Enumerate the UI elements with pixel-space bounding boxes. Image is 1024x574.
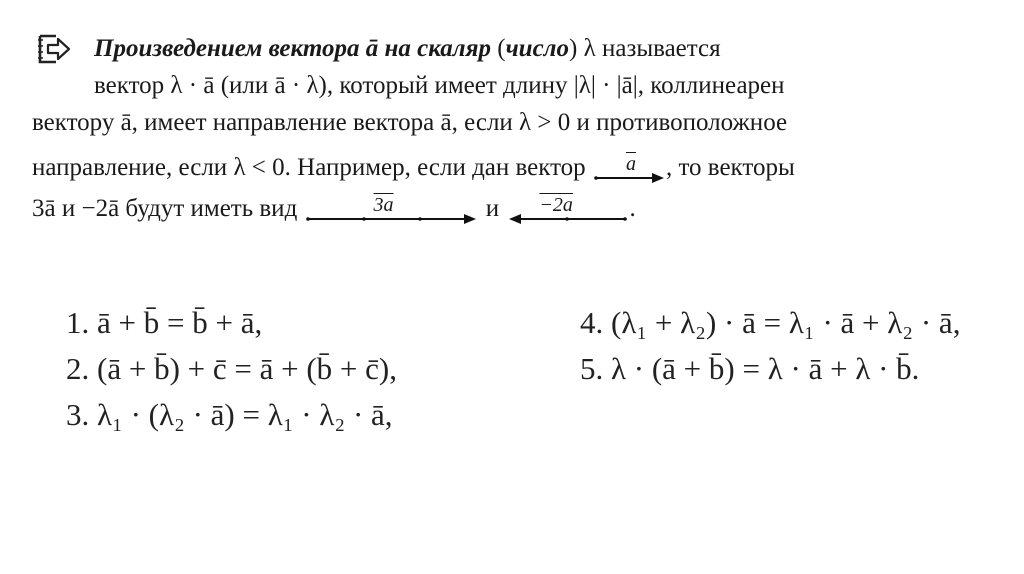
properties-right-column xyxy=(580,300,960,392)
property-1: 1. ā + b̄ = b̄ + ā, xyxy=(66,305,263,340)
definition-term: Произведением вектора ā на скаляр xyxy=(94,35,491,62)
vector-a-diagram xyxy=(592,148,666,188)
vector-3a-label: 3a xyxy=(373,194,394,216)
definition-line-5: 3ā и −2ā будут иметь вид 3a и −2a . xyxy=(32,188,636,229)
properties-left-column xyxy=(66,300,397,438)
property-2: 2. (ā + b̄) + c̄ = ā + (b̄ + c̄), xyxy=(66,351,397,386)
definition-line-3: вектору ā, имеет направление вектора ā, если λ > 0 и противоположное xyxy=(32,109,788,136)
vector-a-label: $\overline{a}$ xyxy=(625,153,636,175)
vector-3a-diagram xyxy=(304,189,480,229)
vector-minus-2a-diagram xyxy=(505,189,629,229)
arrow-in-box-icon xyxy=(34,30,72,68)
property-3: 3. λ₁ · (λ₂ · ā) = λ₁ · λ₂ · ā, xyxy=(66,397,393,432)
definition-line-2: вектор λ · ā (или ā · λ), который имеет длину |λ| · |ā|, коллинеарен xyxy=(94,72,785,99)
vector-minus-2a-label: −2a xyxy=(539,194,573,216)
property-5: 5. λ · (ā + b̄) = λ · ā + λ · b̄. xyxy=(580,351,920,386)
definition-line-4: направление, если λ < 0. Например, если дан вектор $\overline{a}$ , то векторы xyxy=(32,147,795,188)
definition-line-1: Произведением вектора ā на скаляр (число) λ называется xyxy=(94,35,721,62)
property-4: 4. (λ₁ + λ₂) · ā = λ₁ · ā + λ₂ · ā, xyxy=(580,305,961,340)
